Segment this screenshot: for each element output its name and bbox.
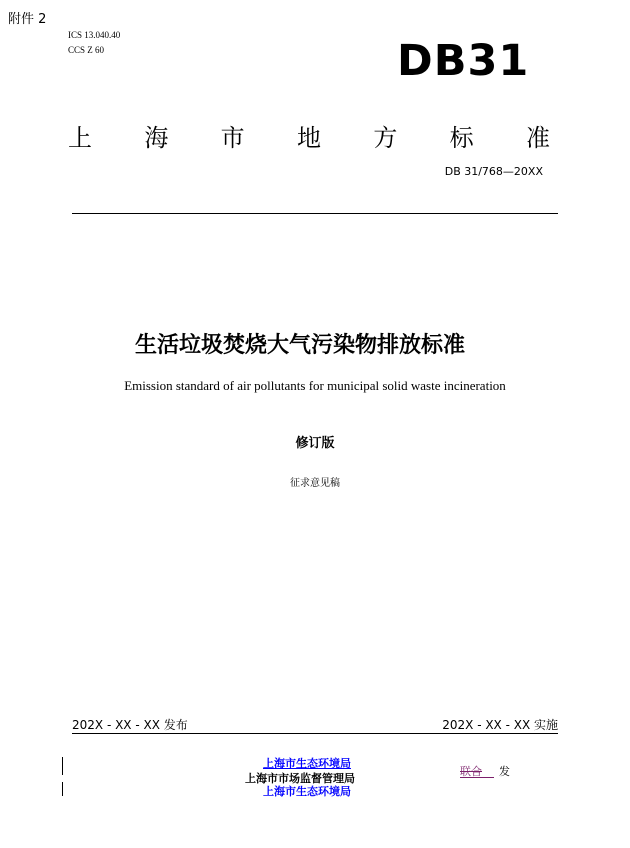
standard-number: DB 31/768—20XX xyxy=(444,165,543,178)
bottom-divider xyxy=(72,733,558,734)
ccs-code: CCS Z 60 xyxy=(68,45,105,55)
db31-logo: DB31 xyxy=(397,36,530,86)
draft-status: 征求意见稿 xyxy=(290,478,340,489)
heading-char: 海 xyxy=(144,124,169,152)
heading-char: 方 xyxy=(373,124,398,152)
heading-char: 市 xyxy=(220,124,245,152)
attachment-label: 附件 2 xyxy=(8,12,47,27)
implement-date: 202X - XX - XX 实施 xyxy=(442,718,558,732)
issuer-market-bureau: 上海市市场监督管理局 xyxy=(245,772,355,785)
document-title-en: Emission standard of air pollutants for municipal solid waste incineration xyxy=(124,378,506,393)
issuer-ecology-bureau-repeat: 上海市生态环境局 xyxy=(263,785,351,798)
publish-date: 202X - XX - XX 发布 xyxy=(72,718,188,732)
heading-char: 准 xyxy=(525,124,550,152)
issuer-clipped xyxy=(0,783,600,798)
heading-char: 上 xyxy=(68,124,92,152)
joint-underline xyxy=(460,777,494,778)
top-divider xyxy=(72,213,558,214)
joint-suffix: 发 xyxy=(499,765,510,778)
heading-char: 标 xyxy=(449,124,474,152)
joint-label: 联合 xyxy=(460,765,482,778)
ics-code: ICS 13.040.40 xyxy=(68,30,121,40)
issuer-ecology-bureau: 上海市生态环境局 xyxy=(263,757,351,770)
revision-label: 修订版 xyxy=(295,436,335,451)
document-title-cn: 生活垃圾焚烧大气污染物排放标准 xyxy=(134,333,465,358)
local-standard-heading xyxy=(68,118,550,153)
heading-char: 地 xyxy=(296,124,321,152)
